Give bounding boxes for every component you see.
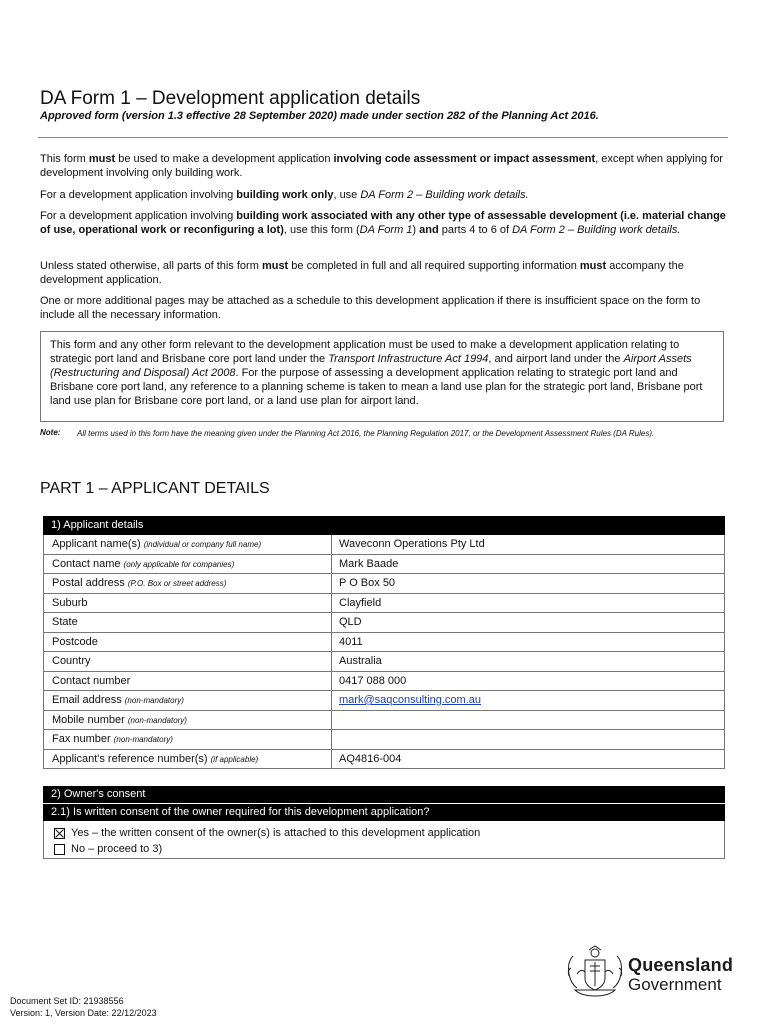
owners-consent-header: 2) Owner's consent xyxy=(43,786,725,803)
applicant-details-header: 1) Applicant details xyxy=(43,516,725,535)
intro-paragraph-3: For a development application involving building work associated with any other type of assessable development (i.e. material change of use, operational work or reconfiguring a lot), use this form (DA Form 1) and parts 4 to 6 of DA Form 2 – Building work details. xyxy=(40,210,726,236)
consent-option-no[interactable] xyxy=(54,841,724,857)
table-row xyxy=(43,672,725,692)
row-label-hint: (non-mandatory) xyxy=(124,696,184,705)
row-value[interactable]: Clayfield xyxy=(339,596,382,609)
logo-government: Government xyxy=(628,975,722,994)
row-label-text: Suburb xyxy=(52,596,88,609)
table-row xyxy=(43,652,725,672)
row-label-hint: (non-mandatory) xyxy=(127,715,187,725)
applicant-details-table xyxy=(43,516,725,769)
row-label xyxy=(44,691,332,710)
table-row xyxy=(43,691,725,711)
row-value[interactable]: P O Box 50 xyxy=(339,577,396,589)
table-row xyxy=(43,555,725,575)
table-row xyxy=(43,750,725,770)
row-label-hint: (if applicable) xyxy=(210,754,259,764)
table-row xyxy=(43,633,725,653)
row-label xyxy=(44,535,332,554)
row-label-text: Contact name xyxy=(52,557,121,570)
page-title: DA Form 1 – Development application details xyxy=(40,88,421,109)
table-row xyxy=(43,535,725,555)
row-label-text: Mobile number xyxy=(52,713,125,726)
checkbox-checked-icon[interactable] xyxy=(54,828,65,839)
row-label-text: Fax number xyxy=(52,733,111,745)
checkbox-unchecked-icon[interactable] xyxy=(54,844,65,855)
row-label xyxy=(44,555,332,574)
row-label-hint: (P.O. Box or street address) xyxy=(127,579,227,588)
row-label-hint: (individual or company full name) xyxy=(143,540,262,549)
row-label xyxy=(44,574,332,593)
table-row xyxy=(43,594,725,614)
note-text: All terms used in this form have the meaning given under the Planning Act 2016, the Planning Regulation 2017, or the Development Assessment Rules (DA Rules). xyxy=(77,429,655,438)
row-label-hint: (only applicable for companies) xyxy=(123,559,235,569)
document-set-id: Document Set ID: 21938556 xyxy=(10,996,124,1006)
row-label xyxy=(44,672,332,691)
intro-paragraph-5: One or more additional pages may be attached as a schedule to this development application if there is insufficient space on the form to include all the necessary information. xyxy=(40,295,701,321)
document-footer xyxy=(10,995,157,1019)
row-label xyxy=(44,633,332,652)
row-label-text: Postal address xyxy=(52,577,125,589)
port-land-notice-text: This form and any other form relevant to the development application must be used to make a development application relating to strategic port land and Brisbane core port land under the Transport Infrastructure Act 1994, and airport land under the Airport Assets (Restructuring and Disposal) Act 2008. For the purpose of assessing a development application relating to strategic port land and Brisbane core port land, any reference to a planning scheme is taken to mean a land use plan for the strategic port land, Brisbane port land use plan for Brisbane core port land, or a land use plan for airport land. xyxy=(50,339,703,407)
row-value[interactable]: AQ4816-004 xyxy=(339,752,402,765)
consent-options xyxy=(43,821,725,859)
row-label xyxy=(44,711,332,730)
consent-option-yes[interactable] xyxy=(54,825,724,841)
row-label-text: Postcode xyxy=(52,635,98,648)
document-version: Version: 1, Version Date: 22/12/2023 xyxy=(10,1008,157,1018)
row-label-text: Contact number xyxy=(52,674,131,687)
row-value[interactable]: Mark Baade xyxy=(339,557,399,570)
row-label-text: Country xyxy=(52,655,91,667)
intro-paragraph-1: This form must be used to make a development application involving code assessment or impact assessment, except when applying for development involving only building work. xyxy=(40,153,723,179)
row-value[interactable] xyxy=(332,711,724,730)
page-subtitle: Approved form (version 1.3 effective 28 September 2020) made under section 282 of the Planning Act 2016. xyxy=(40,110,599,122)
intro-paragraph-4: Unless stated otherwise, all parts of this form must be completed in full and all required supporting information must accompany the development application. xyxy=(40,260,684,286)
row-label xyxy=(44,730,332,749)
logo-queensland: Queensland xyxy=(628,955,734,975)
table-row xyxy=(43,574,725,594)
intro-paragraph-2: For a development application involving building work only, use DA Form 2 – Building work details. xyxy=(40,189,529,201)
consent-question: 2.1) Is written consent of the owner required for this development application? xyxy=(43,803,725,821)
row-value[interactable]: Australia xyxy=(339,655,382,667)
row-label xyxy=(44,594,332,613)
row-value[interactable]: 0417 088 000 xyxy=(339,674,407,687)
part1-heading: PART 1 – APPLICANT DETAILS xyxy=(40,480,270,497)
row-label-text: State xyxy=(52,616,78,628)
row-value[interactable]: 4011 xyxy=(339,635,363,648)
table-row xyxy=(43,711,725,731)
table-row xyxy=(43,613,725,633)
owners-consent-table xyxy=(43,786,725,859)
row-value[interactable]: mark@saqconsulting.com.au xyxy=(339,694,482,706)
row-label xyxy=(44,652,332,671)
row-value[interactable] xyxy=(332,730,724,749)
row-label-text: Email address xyxy=(52,694,122,706)
row-label-text: Applicant's reference number(s) xyxy=(52,752,208,765)
row-value[interactable]: Waveconn Operations Pty Ltd xyxy=(339,538,485,550)
note-label: Note: xyxy=(40,428,61,437)
divider xyxy=(38,137,728,138)
consent-option-yes-label: Yes – the written consent of the owner(s) is attached to this development application xyxy=(71,827,481,839)
row-label-text: Applicant name(s) xyxy=(52,538,141,550)
table-row xyxy=(43,730,725,750)
row-label-hint: (non-mandatory) xyxy=(113,735,173,744)
consent-option-no-label: No – proceed to 3) xyxy=(71,843,163,855)
row-label xyxy=(44,750,332,769)
row-label xyxy=(44,613,332,632)
row-value[interactable]: QLD xyxy=(339,616,362,628)
